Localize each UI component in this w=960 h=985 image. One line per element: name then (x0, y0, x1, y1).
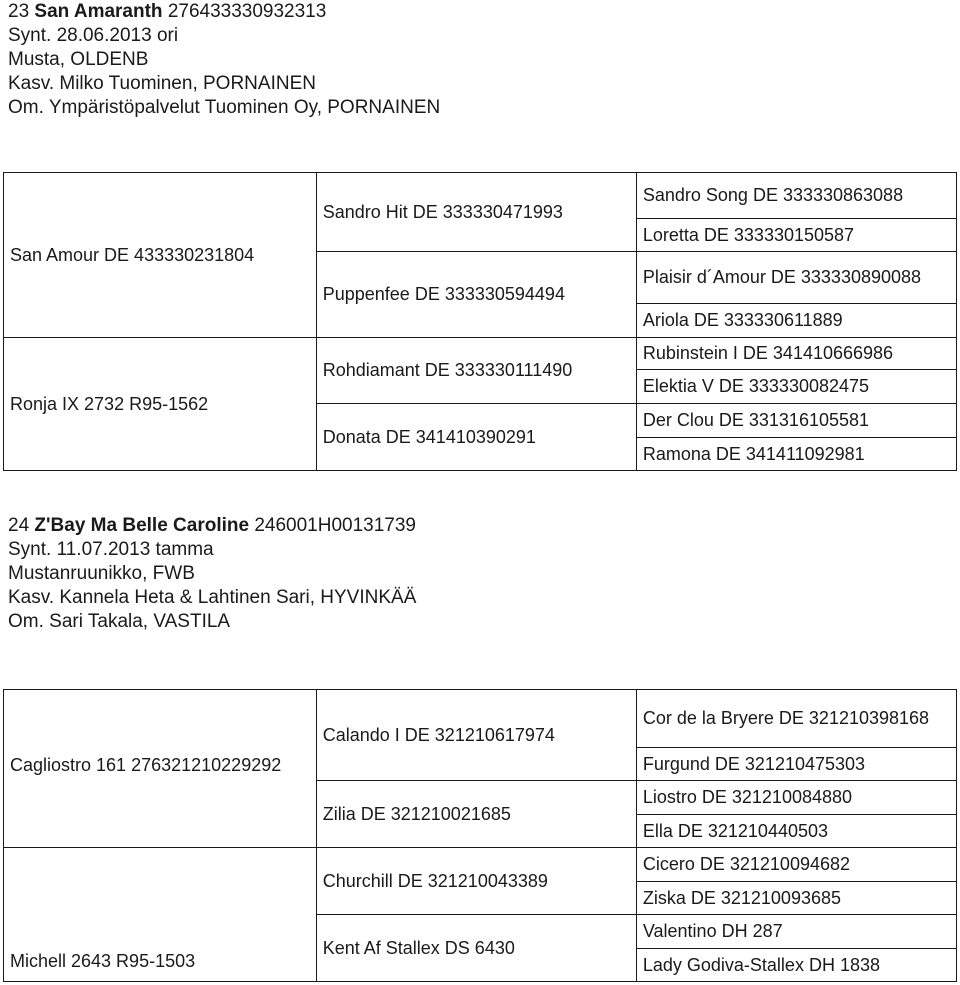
dam: Michell 2643 R95-1503 (4, 848, 317, 982)
ssd: Furgund DE 321210475303 (636, 748, 956, 781)
registration-number: 246001H00131739 (254, 515, 417, 536)
sire-sire: Sandro Hit DE 333330471993 (316, 173, 636, 252)
pedigree-table-23 (3, 172, 957, 471)
sdd: Ella DE 321210440503 (636, 815, 956, 848)
dds: Valentino DH 287 (636, 915, 956, 949)
dam: Ronja IX 2732 R95-1562 (4, 338, 317, 471)
sss: Cor de la Bryere DE 321210398168 (636, 690, 956, 748)
birth-info: Synt. 11.07.2013 tamma (8, 539, 214, 560)
breeder: Kasv. Milko Tuominen, PORNAINEN (8, 73, 316, 94)
sire-dam: Zilia DE 321210021685 (316, 781, 636, 848)
pedigree-table-24 (3, 689, 957, 982)
sire-sire: Calando I DE 321210617974 (316, 690, 636, 781)
dam-dam: Kent Af Stallex DS 6430 (316, 915, 636, 982)
entry-24-header (8, 514, 416, 634)
sss: Sandro Song DE 333330863088 (636, 173, 956, 219)
owner: Om. Sari Takala, VASTILA (8, 611, 231, 632)
dss: Cicero DE 321210094682 (636, 848, 956, 882)
sire-dam: Puppenfee DE 333330594494 (316, 252, 636, 338)
entry-23-title (8, 0, 440, 24)
dss: Rubinstein I DE 341410666986 (636, 338, 956, 370)
birth-info: Synt. 28.06.2013 ori (8, 25, 179, 46)
breeder: Kasv. Kannela Heta & Lahtinen Sari, HYVINKÄÄ (8, 587, 417, 608)
dsd: Elektia V DE 333330082475 (636, 370, 956, 404)
horse-name: Z'Bay Ma Belle Caroline (34, 515, 250, 536)
ddd: Lady Godiva-Stallex DH 1838 (636, 949, 956, 982)
entry-number: 23 (8, 1, 30, 22)
ddd: Ramona DE 341411092981 (636, 438, 956, 471)
color-breed: Mustanruunikko, FWB (8, 563, 195, 584)
horse-name: San Amaranth (34, 1, 163, 22)
dsd: Ziska DE 321210093685 (636, 882, 956, 915)
sire: Cagliostro 161 276321210229292 (4, 690, 317, 848)
sire: San Amour DE 433330231804 (4, 173, 317, 338)
sds: Plaisir d´Amour DE 333330890088 (636, 252, 956, 304)
owner: Om. Ympäristöpalvelut Tuominen Oy, PORNAINEN (8, 97, 441, 118)
ssd: Loretta DE 333330150587 (636, 219, 956, 252)
entry-number: 24 (8, 515, 30, 536)
dds: Der Clou DE 331316105581 (636, 404, 956, 438)
entry-23-header (8, 0, 440, 120)
entry-24-title (8, 514, 416, 538)
dam-dam: Donata DE 341410390291 (316, 404, 636, 471)
registration-number: 276433330932313 (167, 1, 327, 22)
color-breed: Musta, OLDENB (8, 49, 149, 70)
dam-sire: Churchill DE 321210043389 (316, 848, 636, 915)
sdd: Ariola DE 333330611889 (636, 304, 956, 338)
dam-sire: Rohdiamant DE 333330111490 (316, 338, 636, 404)
sds: Liostro DE 321210084880 (636, 781, 956, 815)
